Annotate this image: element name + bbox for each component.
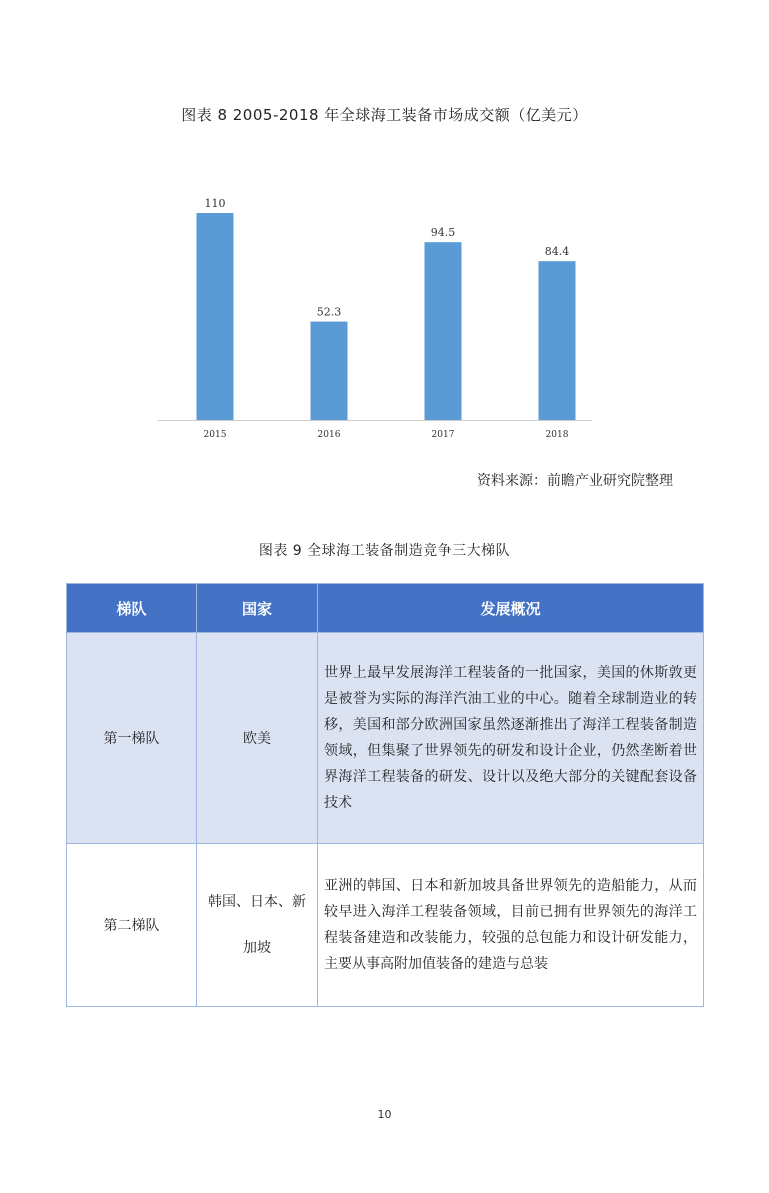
overview-cell: 世界上最早发展海洋工程装备的一批国家，美国的休斯敦更是被誉为实际的海洋汽油工业的中心。随着全球制造业的转移，美国和部分欧洲国家虽然逐渐推出了海洋工程装备制造领域，但集聚了世界领先的研发和设计企业，仍然垄断着世界海洋工程装备的研发、设计以及绝大部分的关键配套设备技术	[318, 633, 704, 844]
table-row	[67, 844, 704, 1007]
data-label-2018: 84.4	[544, 245, 570, 259]
x-tick-2016: 2016	[317, 430, 341, 440]
table-row	[67, 633, 704, 844]
table-header-row	[67, 584, 704, 633]
tier-cell: 第一梯队	[67, 633, 197, 844]
overview-cell: 亚洲的韩国、日本和新加坡具备世界领先的造船能力，从而较早进入海洋工程装备领域，目前已拥有世界领先的海洋工程装备建造和改装能力，较强的总包能力和设计研发能力，主要从事高附加值装备的建造与总装	[318, 844, 704, 1007]
tier-cell: 第二梯队	[67, 844, 197, 1007]
bar-2015	[197, 213, 234, 420]
header-tier: 梯队	[67, 584, 197, 633]
header-country: 国家	[197, 584, 318, 633]
x-tick-2018: 2018	[545, 430, 569, 440]
bar-2016	[311, 322, 348, 420]
data-label-2017: 94.5	[430, 226, 456, 240]
bar-2017	[425, 242, 462, 420]
x-tick-2017: 2017	[431, 430, 455, 440]
country-cell: 欧美	[197, 633, 318, 844]
x-tick-2015: 2015	[203, 430, 227, 440]
figure-8-caption: 图表 8 2005-2018 年全球海工装备市场成交额（亿美元）	[181, 106, 588, 124]
tier-table	[66, 583, 704, 1007]
data-label-2016: 52.3	[316, 305, 342, 319]
bar-2018	[539, 261, 576, 420]
page-number: 10	[377, 1108, 392, 1121]
country-cell: 韩国、日本、新加坡	[197, 844, 318, 1007]
header-overview: 发展概况	[318, 584, 704, 633]
bar-chart	[0, 0, 769, 460]
figure-9-caption: 图表 9 全球海工装备制造竞争三大梯队	[258, 543, 511, 559]
data-label-2015: 110	[204, 197, 226, 210]
figure-8-source: 资料来源：前瞻产业研究院整理	[477, 473, 673, 489]
